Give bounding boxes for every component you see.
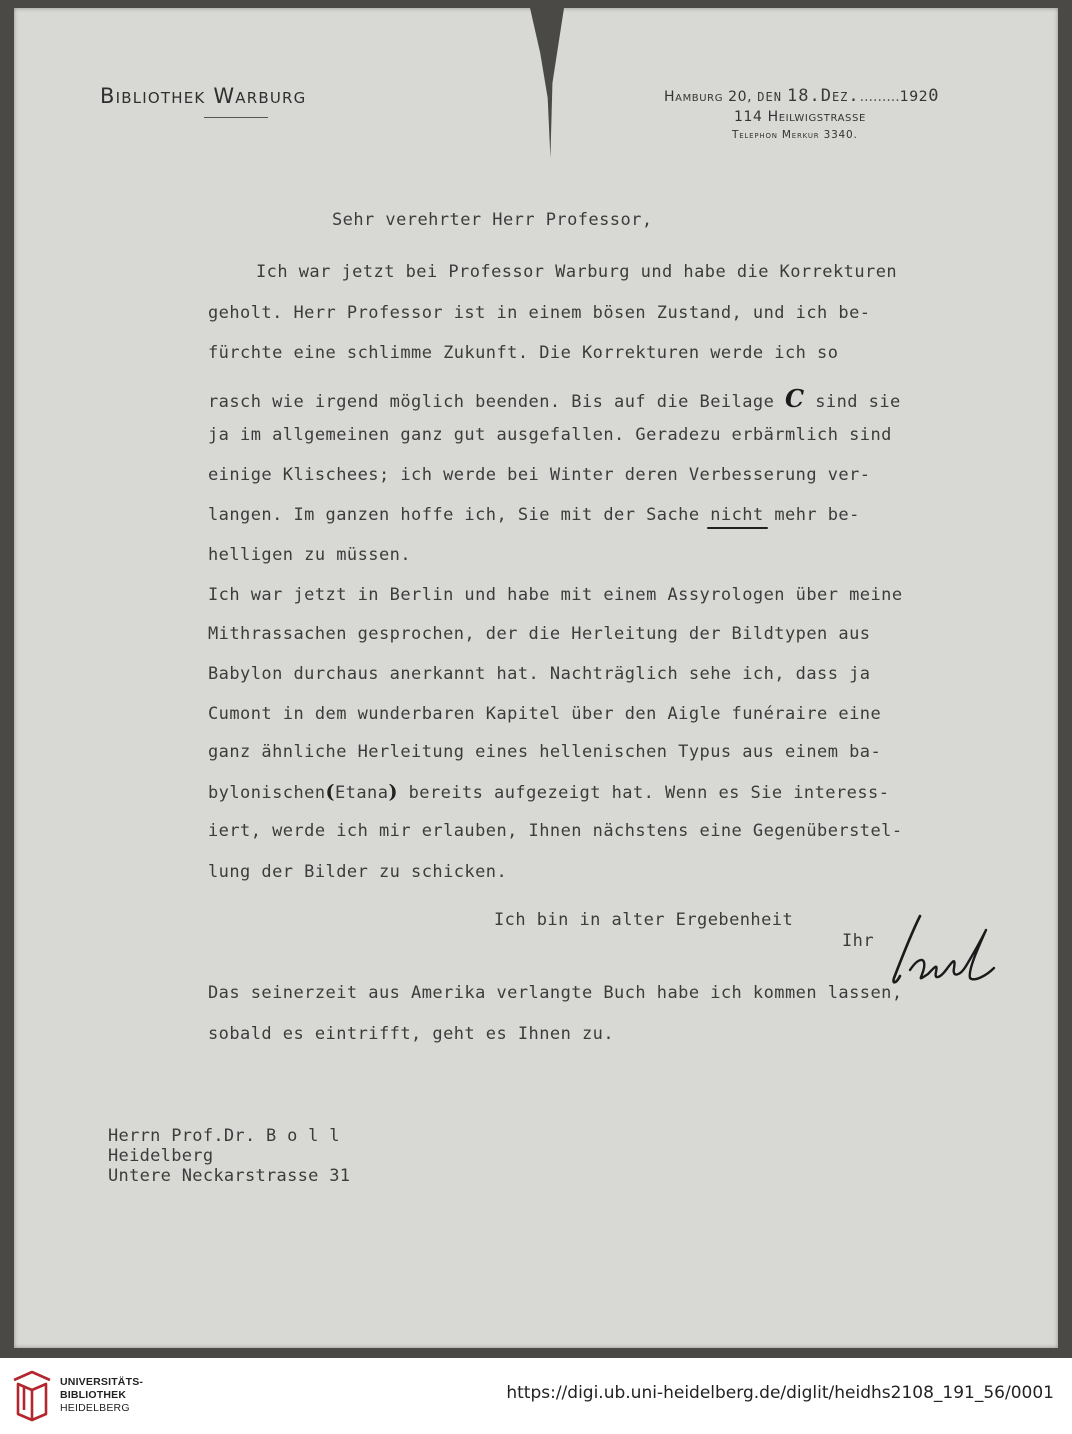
body-line-13: ganz ähnliche Herleitung eines hellenischen Typus aus einem ba-: [208, 742, 882, 762]
year-typed: 0: [928, 86, 940, 106]
letterhead-place: Hamburg 20,: [664, 89, 753, 105]
letterhead-institution: Bibliothek Warburg: [100, 84, 307, 108]
letterhead-rule: [204, 117, 268, 118]
body-line-4-text: rasch wie irgend möglich beenden. Bis auf die Beilage: [208, 392, 775, 412]
handwritten-letter-c: C: [785, 384, 805, 413]
recipient-name: Herrn Prof.Dr. B o l l: [108, 1126, 340, 1146]
letter-sheet: [14, 8, 1058, 1348]
body-line-8: helligen zu müssen.: [208, 545, 412, 565]
handwritten-paren-close: ): [388, 781, 398, 803]
paren-content: Etana: [335, 783, 389, 803]
salutation: Sehr verehrter Herr Professor,: [332, 210, 653, 230]
signature: [882, 912, 1002, 992]
body-line-15: iert, werde ich mir erlauben, Ihnen nächstens eine Gegenüberstel-: [208, 821, 903, 841]
logo-text-line-3: HEIDELBERG: [60, 1402, 130, 1414]
body-line-2: geholt. Herr Professor ist in einem bösen Zustand, und ich be-: [208, 303, 871, 323]
body-line-11: Babylon durchaus anerkannt hat. Nachträglich sehe ich, dass ja: [208, 664, 871, 684]
body-line-7-end: mehr be-: [774, 505, 860, 525]
viewer-footer: [0, 1358, 1072, 1434]
date-prefix: den: [757, 86, 782, 106]
body-line-14: [208, 781, 889, 803]
body-line-7: [208, 505, 860, 525]
handwritten-paren-open: (: [325, 781, 335, 803]
body-line-14-end: bereits aufgezeigt hat. Wenn es Sie interess-: [408, 783, 890, 803]
postscript-line-2: sobald es eintrifft, geht es Ihnen zu.: [208, 1024, 615, 1044]
closing: Ich bin in alter Ergebenheit: [494, 910, 794, 930]
letterhead-telephone: Telephon Merkur 3340.: [732, 129, 858, 141]
paper-tear: [530, 8, 564, 158]
ub-heidelberg-logo-icon: [10, 1370, 54, 1422]
body-line-4-end: sind sie: [815, 392, 901, 412]
body-line-12: Cumont in dem wunderbaren Kapitel über den Aigle funéraire eine: [208, 704, 882, 724]
date-dots: .........: [859, 89, 900, 105]
postscript-line-1: Das seinerzeit aus Amerika verlangte Buch habe ich kommen lassen,: [208, 983, 903, 1003]
underlined-word: nicht: [710, 505, 764, 525]
body-line-9: Ich war jetzt in Berlin und habe mit einem Assyrologen über meine: [208, 585, 903, 605]
body-line-3: fürchte eine schlimme Zukunft. Die Korrekturen werde ich so: [208, 343, 839, 363]
logo-text-line-2: BIBLIOTHEK: [60, 1389, 127, 1401]
year-printed: 192: [899, 89, 929, 105]
body-line-5: ja im allgemeinen ganz gut ausgefallen. Geradezu erbärmlich sind: [208, 425, 892, 445]
letterhead-place-date: [664, 86, 939, 106]
body-line-4: [208, 384, 901, 413]
recipient-city: Heidelberg: [108, 1146, 214, 1166]
date-value: 18.Dez.: [787, 86, 860, 106]
letterhead-street: 114 Heilwigstrasse: [734, 109, 866, 125]
recipient-street: Untere Neckarstrasse 31: [108, 1166, 351, 1186]
body-line-6: einige Klischees; ich werde bei Winter deren Verbesserung ver-: [208, 465, 871, 485]
closing-ihr: Ihr: [842, 931, 875, 951]
body-line-1: Ich war jetzt bei Professor Warburg und habe die Korrekturen: [256, 262, 898, 282]
body-line-7-text: langen. Im ganzen hoffe ich, Sie mit der Sache: [208, 505, 700, 525]
permalink-url[interactable]: https://digi.ub.uni-heidelberg.de/diglit/heidhs2108_191_56/0001: [506, 1383, 1054, 1403]
body-line-10: Mithrassachen gesprochen, der die Herleitung der Bildtypen aus: [208, 624, 871, 644]
body-line-16: lung der Bilder zu schicken.: [208, 862, 508, 882]
logo-text-line-1: UNIVERSITÄTS-: [60, 1376, 144, 1388]
body-line-14-text: bylonischen: [208, 783, 326, 803]
